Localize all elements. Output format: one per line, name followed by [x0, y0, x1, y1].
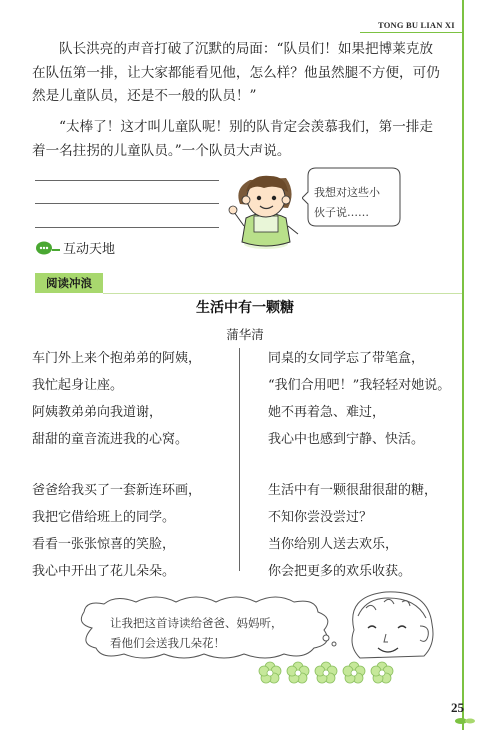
poem-left-column	[32, 345, 201, 585]
poem-line: 同桌的女同学忘了带笔盒，	[268, 351, 425, 366]
cloud-bubble-text	[110, 613, 283, 653]
poem-line: 车门外上来个抱弟弟的阿姨，	[32, 351, 202, 366]
cloud-bubble-line-2: 看他们会送我几朵花！	[110, 636, 225, 650]
poem-line: 看看一张张惊喜的笑脸，	[32, 537, 176, 552]
column-divider	[239, 348, 240, 571]
flower-icon	[287, 662, 309, 683]
poem-line: 你会把更多的欢乐收获。	[268, 564, 412, 579]
poem-author: 蒲华清	[226, 327, 264, 342]
poem-line: 我心中也感到宁静、快活。	[268, 432, 425, 447]
story-paragraph-1-text: 队长洪亮的声音打破了沉默的局面：“队员们！如果把博莱克放在队伍第一排，让大家都能看见他，怎么样？他虽然腿不方便，可仍然是儿童队员，还是不一般的队员！”	[32, 41, 440, 105]
poem-line: 爸爸给我买了一套新连环画，	[32, 483, 202, 498]
flower-icon	[315, 662, 337, 683]
writing-line-1[interactable]	[35, 180, 219, 181]
flower-icon	[343, 662, 365, 683]
thought-bubble-line-2: 伙子说……	[314, 206, 369, 219]
flower-row	[256, 658, 396, 688]
story-paragraph-2	[32, 116, 442, 163]
poem-title: 生活中有一颗糖	[196, 300, 294, 316]
poem-line: 我忙起身让座。	[32, 378, 124, 393]
poem-line: 甜甜的童音流进我的心窝。	[32, 432, 189, 447]
section-heading	[35, 238, 115, 257]
poem-line: 阿姨教弟弟向我道谢，	[32, 405, 163, 420]
poem-line: 我把它借给班上的同学。	[32, 510, 176, 525]
interaction-chat-icon	[35, 240, 61, 256]
poem-line: 我心中开出了花儿朵朵。	[32, 564, 176, 579]
thought-bubble-text	[314, 183, 380, 223]
thought-bubble-line-1: 我想对这些小	[314, 186, 380, 199]
poem-right-column	[268, 345, 450, 585]
poem-line: “我们合用吧！”我轻轻对她说。	[268, 378, 451, 393]
page-number: 25	[451, 700, 464, 715]
story-paragraph-2-text: “太棒了！这才叫儿童队呢！别的队肯定会羡慕我们，第一排走着一名拄拐的儿童队员。”一个队员大声说。	[32, 119, 433, 159]
section-title: 互动天地	[63, 242, 116, 257]
poem-line: 她不再着急、难过，	[268, 405, 386, 420]
header-rule	[360, 32, 464, 33]
poem-line: 当你给别人送去欢乐，	[268, 537, 399, 552]
poem-line: 生活中有一颗很甜很甜的糖，	[268, 483, 438, 498]
boy-illustration	[224, 158, 308, 254]
reading-tag: 阅读冲浪	[35, 273, 103, 293]
leaf-decoration-icon	[454, 716, 476, 726]
cloud-bubble-line-1: 让我把这首诗读给爸爸、妈妈听，	[110, 616, 283, 630]
page-edge-green-bar	[462, 0, 464, 730]
tag-underline	[103, 293, 462, 294]
writing-line-3[interactable]	[35, 227, 219, 228]
story-paragraph-1	[32, 38, 442, 109]
running-header: TONG BU LIAN XI	[378, 20, 455, 30]
flower-icon	[371, 662, 393, 683]
flower-icon	[259, 662, 281, 683]
writing-line-2[interactable]	[35, 203, 219, 204]
poem-line: 不知你尝没尝过？	[268, 510, 373, 525]
